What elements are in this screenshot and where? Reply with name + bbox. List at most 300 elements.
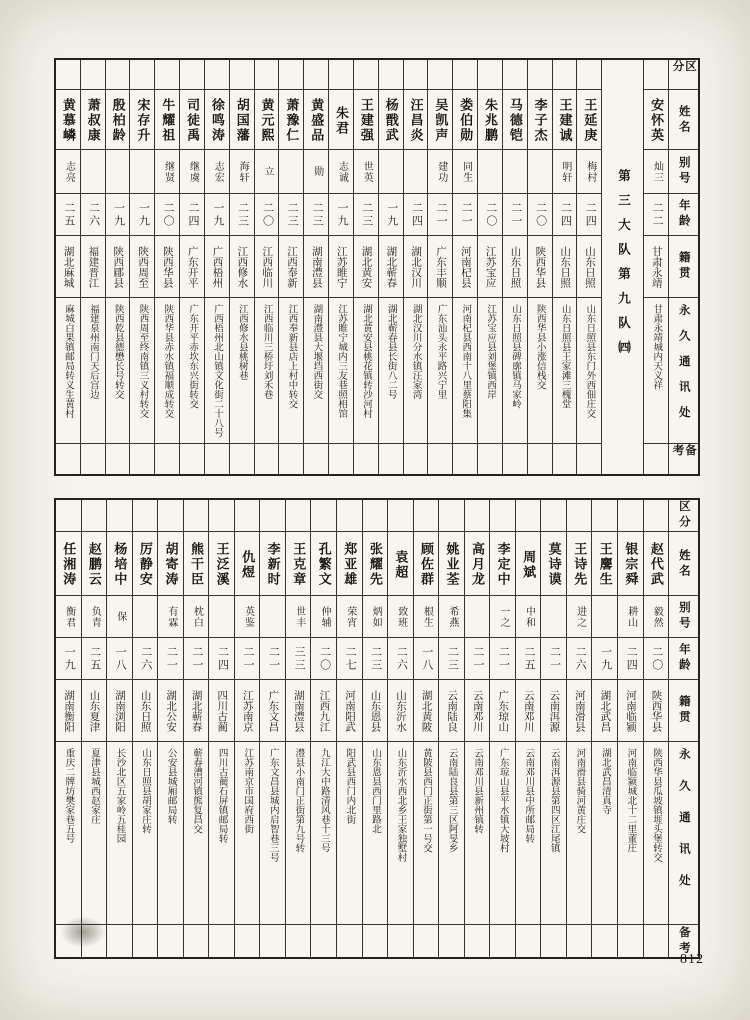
name-cell — [337, 532, 362, 596]
note-cell — [235, 925, 260, 957]
name-cell — [363, 532, 388, 596]
address-cell — [592, 742, 617, 925]
origin-text: 江西修水 — [236, 245, 248, 288]
address-cell — [180, 298, 204, 444]
row-header-column — [668, 60, 698, 474]
roster-column — [403, 60, 428, 474]
alias-cell — [311, 596, 336, 638]
note-cell — [414, 925, 439, 957]
origin-cell — [490, 680, 515, 742]
alias-cell — [439, 596, 464, 638]
row-header-origin — [669, 236, 698, 298]
address-cell — [106, 298, 130, 444]
address-text: 江西修水县桃树巷 — [236, 304, 247, 380]
alias-cell — [209, 596, 234, 638]
origin-cell — [130, 236, 154, 298]
note-cell — [184, 925, 209, 957]
age-cell — [465, 638, 490, 680]
age-text: 二一 — [190, 645, 203, 672]
address-text: 湖南澧县大堰垱西街交 — [311, 304, 322, 399]
row-header-name — [669, 90, 698, 150]
name-cell — [414, 532, 439, 596]
note-cell — [644, 444, 668, 474]
origin-text: 云南邓川 — [522, 689, 534, 732]
roster-column — [56, 60, 80, 474]
age-cell — [180, 194, 204, 236]
address-cell — [158, 742, 183, 925]
alias-text: 立 — [261, 166, 273, 177]
alias-text: 炳如 — [370, 605, 382, 628]
origin-cell — [553, 236, 577, 298]
roster-column — [552, 60, 577, 474]
address-cell — [133, 742, 158, 925]
name-text: 牛耀祖 — [160, 98, 176, 143]
alias-text: 明轩 — [559, 160, 571, 183]
alias-cell — [304, 150, 328, 194]
address-cell — [516, 742, 541, 925]
name-text: 王延庚 — [582, 98, 598, 143]
origin-cell — [82, 680, 107, 742]
name-text: 黄盛品 — [309, 98, 325, 143]
origin-text: 广东文昌 — [267, 689, 279, 732]
address-text: 陕西华县赤水镇福顺成转交 — [162, 304, 173, 418]
note-cell — [553, 444, 577, 474]
age-cell — [255, 194, 279, 236]
origin-text: 陕西华县 — [161, 245, 173, 288]
age-text: 二四 — [410, 201, 423, 228]
address-text: 湖北黄安县桃花镇转沙河村 — [360, 304, 371, 418]
name-cell — [130, 90, 154, 150]
age-text: 二三 — [311, 201, 324, 228]
name-text: 莫诗谟 — [546, 542, 562, 587]
alias-cell — [235, 596, 260, 638]
address-cell — [644, 298, 668, 444]
address-cell — [82, 742, 107, 925]
division-cell — [329, 60, 353, 90]
address-cell — [81, 298, 105, 444]
note-cell — [106, 444, 130, 474]
age-cell — [56, 638, 81, 680]
name-text: 司徒禹 — [185, 98, 201, 143]
note-cell — [230, 444, 254, 474]
name-cell — [56, 90, 80, 150]
alias-text: 中和 — [523, 605, 535, 628]
division-cell — [106, 60, 130, 90]
note-cell — [56, 444, 80, 474]
alias-text: 继贤 — [162, 160, 174, 183]
roster-column — [310, 500, 336, 957]
alias-text: 保 — [114, 611, 126, 622]
address-text: 江西临川三桥圩刘禾巷 — [261, 304, 272, 399]
name-cell — [577, 90, 601, 150]
name-text: 王麐生 — [597, 542, 613, 587]
age-text: 二〇 — [650, 645, 663, 672]
origin-text: 河南阳武 — [343, 689, 355, 732]
note-cell — [354, 444, 378, 474]
roster-column — [157, 500, 183, 957]
alias-cell — [230, 150, 254, 194]
name-cell — [260, 532, 285, 596]
name-text: 马德铠 — [507, 98, 523, 143]
roster-column — [105, 60, 130, 474]
address-text: 福建泉州南门天后宫边 — [87, 304, 98, 399]
name-cell — [478, 90, 502, 150]
note-cell — [209, 925, 234, 957]
age-text: 一九 — [335, 201, 348, 228]
address-text: 江西奉新县店上村中转交 — [286, 304, 297, 409]
origin-cell — [388, 680, 413, 742]
division-cell — [528, 60, 552, 90]
row-header-age-label: 年龄 — [677, 643, 690, 674]
alias-cell — [155, 150, 179, 194]
alias-cell — [528, 150, 552, 194]
name-text: 孔繁文 — [316, 542, 332, 587]
origin-text: 江西奉新 — [286, 245, 298, 288]
address-cell — [428, 298, 452, 444]
name-text: 厉静安 — [137, 542, 153, 587]
alias-cell — [56, 596, 81, 638]
alias-text: 希燕 — [446, 605, 458, 628]
page-number: 812 — [680, 952, 704, 967]
origin-cell — [577, 236, 601, 298]
division-cell — [286, 500, 311, 532]
name-cell — [329, 90, 353, 150]
row-header-alias — [669, 596, 698, 638]
address-cell — [553, 298, 577, 444]
age-cell — [304, 194, 328, 236]
origin-text: 江西临川 — [261, 245, 273, 288]
age-cell — [133, 638, 158, 680]
division-cell — [56, 60, 80, 90]
note-cell — [567, 925, 592, 957]
alias-cell — [106, 150, 130, 194]
origin-text: 广西梧州 — [211, 245, 223, 288]
name-text: 杨培中 — [112, 542, 128, 587]
roster-column — [378, 60, 403, 474]
address-cell — [541, 742, 566, 925]
name-cell — [428, 90, 452, 150]
age-text: 二三 — [236, 201, 249, 228]
origin-text: 四川古蔺 — [216, 689, 228, 732]
origin-cell — [107, 680, 132, 742]
age-text: 二一 — [548, 645, 561, 672]
division-cell — [354, 60, 378, 90]
alias-cell — [329, 150, 353, 194]
alias-text: 继虞 — [187, 160, 199, 183]
name-text: 王建诚 — [557, 98, 573, 143]
alias-text: 致班 — [395, 605, 407, 628]
roster-column — [208, 500, 234, 957]
age-text: 二六 — [87, 201, 100, 228]
address-cell — [363, 742, 388, 925]
age-cell — [428, 194, 452, 236]
age-text: 二三 — [360, 201, 373, 228]
age-text: 二〇 — [484, 201, 497, 228]
name-text: 仇煜 — [240, 549, 256, 580]
age-text: 二三 — [369, 645, 382, 672]
roster-column — [183, 500, 209, 957]
division-cell — [363, 500, 388, 532]
name-text: 周斌 — [521, 549, 537, 580]
note-cell — [618, 925, 643, 957]
alias-cell — [107, 596, 132, 638]
name-text: 宋存升 — [135, 98, 151, 143]
age-cell — [388, 638, 413, 680]
roster-column — [387, 500, 413, 957]
alias-text: 枕白 — [191, 605, 203, 628]
address-cell — [311, 742, 336, 925]
name-cell — [567, 532, 592, 596]
origin-text: 云南洱源 — [548, 689, 560, 732]
division-cell — [205, 60, 229, 90]
age-text: 二六 — [139, 645, 152, 672]
name-text: 胡国藩 — [234, 98, 250, 143]
age-text: 二一 — [509, 201, 522, 228]
address-text: 麻城白果镇邮局转义生黄村 — [63, 304, 74, 418]
address-cell — [286, 742, 311, 925]
division-cell — [379, 60, 403, 90]
address-cell — [184, 742, 209, 925]
name-cell — [439, 532, 464, 596]
age-cell — [311, 638, 336, 680]
alias-text: 负青 — [89, 605, 101, 628]
alias-cell — [490, 596, 515, 638]
row-header-alias-label: 别号 — [677, 156, 690, 187]
address-cell — [577, 298, 601, 444]
address-cell — [490, 742, 515, 925]
name-cell — [304, 90, 328, 150]
name-text: 郑亚雄 — [342, 542, 358, 587]
alias-cell — [618, 596, 643, 638]
age-cell — [528, 194, 552, 236]
note-cell — [133, 925, 158, 957]
address-cell — [465, 742, 490, 925]
address-cell — [567, 742, 592, 925]
alias-text: 英鉴 — [242, 605, 254, 628]
origin-text: 河南杞县 — [459, 245, 471, 288]
alias-cell — [205, 150, 229, 194]
roster-column — [643, 500, 669, 957]
alias-text: 荣宵 — [344, 605, 356, 628]
name-text: 赵代武 — [648, 542, 664, 587]
age-cell — [184, 638, 209, 680]
alias-cell — [644, 150, 668, 194]
roster-table-bottom — [54, 498, 700, 959]
origin-cell — [363, 680, 388, 742]
note-cell — [329, 444, 353, 474]
alias-text: 志宏 — [212, 160, 224, 183]
age-cell — [235, 638, 260, 680]
name-text: 王诗先 — [572, 542, 588, 587]
address-text: 九江大中路清风巷十三号 — [318, 748, 329, 853]
name-cell — [453, 90, 477, 150]
name-text: 姚业荃 — [444, 542, 460, 587]
name-cell — [490, 532, 515, 596]
alias-text: 勋 — [311, 166, 323, 177]
note-cell — [404, 444, 428, 474]
row-header-age-label: 年龄 — [677, 199, 690, 230]
alias-text: 仲辅 — [319, 605, 331, 628]
age-text: 一九 — [385, 201, 398, 228]
roster-column — [353, 60, 378, 474]
note-cell — [205, 444, 229, 474]
row-header-address — [669, 298, 698, 444]
address-text: 河南临颍城北十二里董庄 — [625, 748, 636, 853]
row-header-note-label: 备考 — [671, 444, 696, 460]
row-header-division — [669, 500, 698, 532]
age-cell — [130, 194, 154, 236]
origin-cell — [404, 236, 428, 298]
age-text: 二六 — [395, 645, 408, 672]
roster-column — [427, 60, 452, 474]
age-text: 二一 — [471, 645, 484, 672]
division-cell — [184, 500, 209, 532]
age-text: 二二 — [651, 201, 664, 228]
origin-cell — [644, 236, 668, 298]
name-text: 朱兆鹏 — [483, 98, 498, 143]
division-cell — [490, 500, 515, 532]
origin-text: 湖南浏阳 — [114, 689, 126, 732]
division-cell — [82, 500, 107, 532]
row-header-alias-label: 别号 — [677, 601, 690, 632]
address-cell — [478, 298, 502, 444]
alias-cell — [354, 150, 378, 194]
row-header-origin — [669, 680, 698, 742]
name-cell — [404, 90, 428, 150]
division-cell — [81, 60, 105, 90]
name-cell — [354, 90, 378, 150]
origin-cell — [155, 236, 179, 298]
alias-cell — [255, 150, 279, 194]
address-text: 长沙北区五家岭五桂园 — [114, 748, 125, 843]
alias-cell — [388, 596, 413, 638]
alias-cell — [279, 150, 303, 194]
note-cell — [81, 444, 105, 474]
age-text: 二四 — [625, 645, 638, 672]
note-cell — [516, 925, 541, 957]
division-cell — [235, 500, 260, 532]
division-cell — [56, 500, 81, 532]
note-cell — [286, 925, 311, 957]
name-cell — [553, 90, 577, 150]
age-cell — [230, 194, 254, 236]
name-text: 张耀先 — [367, 542, 383, 587]
address-text: 山东日照县东门外西佃庄交 — [584, 304, 595, 418]
origin-text: 山东夏津 — [88, 689, 100, 732]
name-cell — [255, 90, 279, 150]
age-text: 二一 — [435, 201, 448, 228]
name-cell — [180, 90, 204, 150]
address-text: 湖北汉川分水镇汪家湾 — [410, 304, 421, 399]
age-cell — [503, 194, 527, 236]
name-cell — [465, 532, 490, 596]
roster-column — [204, 60, 229, 474]
note-cell — [439, 925, 464, 957]
name-cell — [133, 532, 158, 596]
name-cell — [503, 90, 527, 150]
note-cell — [644, 925, 669, 957]
division-cell — [255, 60, 279, 90]
age-cell — [286, 638, 311, 680]
age-cell — [379, 194, 403, 236]
name-text: 汪昌炎 — [408, 98, 424, 143]
address-text: 江苏宝应县刘堡镇西岸 — [485, 304, 496, 399]
division-cell — [311, 500, 336, 532]
origin-text: 湖北武昌 — [599, 689, 611, 732]
age-text: 二一 — [242, 645, 255, 672]
origin-text: 江苏南京 — [241, 689, 253, 732]
age-text: 二五 — [88, 645, 101, 672]
address-text: 河南滑县骑河黄庄交 — [574, 748, 585, 834]
alias-text: 耕山 — [625, 605, 637, 628]
alias-text: 世英 — [361, 160, 373, 183]
name-cell — [644, 90, 668, 150]
origin-cell — [81, 236, 105, 298]
age-cell — [158, 638, 183, 680]
age-text: 一九 — [112, 201, 125, 228]
alias-text: 毅然 — [651, 605, 663, 628]
alias-cell — [404, 150, 428, 194]
alias-cell — [567, 596, 592, 638]
origin-text: 广东丰顺 — [435, 245, 446, 288]
age-cell — [337, 638, 362, 680]
row-header-division-label: 区分 — [671, 60, 696, 76]
division-cell — [644, 60, 668, 90]
address-text: 广西梧州北山镇文化街二十八号 — [212, 304, 222, 437]
origin-text: 甘肃永靖 — [650, 245, 662, 288]
origin-text: 河南临颍 — [624, 689, 636, 732]
age-cell — [453, 194, 477, 236]
name-cell — [107, 532, 132, 596]
origin-cell — [106, 236, 130, 298]
origin-text: 山东日照 — [139, 689, 151, 732]
division-cell — [541, 500, 566, 532]
address-cell — [337, 742, 362, 925]
division-cell — [404, 60, 428, 90]
age-text: 一九 — [211, 201, 224, 228]
note-cell — [107, 925, 132, 957]
age-cell — [82, 638, 107, 680]
alias-cell — [81, 150, 105, 194]
address-text: 山东恩县西门里路北 — [369, 748, 380, 834]
origin-cell — [337, 680, 362, 742]
origin-text: 湖北公安 — [165, 689, 177, 732]
address-text: 甘肃永靖城内天义祥 — [651, 304, 662, 390]
address-cell — [56, 298, 80, 444]
age-text: 二三 — [286, 201, 299, 228]
division-cell — [577, 60, 601, 90]
origin-cell — [541, 680, 566, 742]
age-cell — [81, 194, 105, 236]
alias-text: 有霖 — [165, 605, 177, 628]
alias-text: 进之 — [574, 605, 586, 628]
age-cell — [414, 638, 439, 680]
alias-cell — [260, 596, 285, 638]
age-text: 二一 — [460, 201, 473, 228]
row-header-address — [669, 742, 698, 925]
origin-text: 山东恩县 — [369, 689, 381, 732]
roster-column — [129, 60, 154, 474]
name-cell — [82, 532, 107, 596]
note-cell — [260, 925, 285, 957]
age-cell — [205, 194, 229, 236]
note-cell — [490, 925, 515, 957]
row-header-column — [668, 500, 698, 957]
note-cell — [255, 444, 279, 474]
alias-cell — [133, 596, 158, 638]
address-cell — [388, 742, 413, 925]
age-cell — [577, 194, 601, 236]
